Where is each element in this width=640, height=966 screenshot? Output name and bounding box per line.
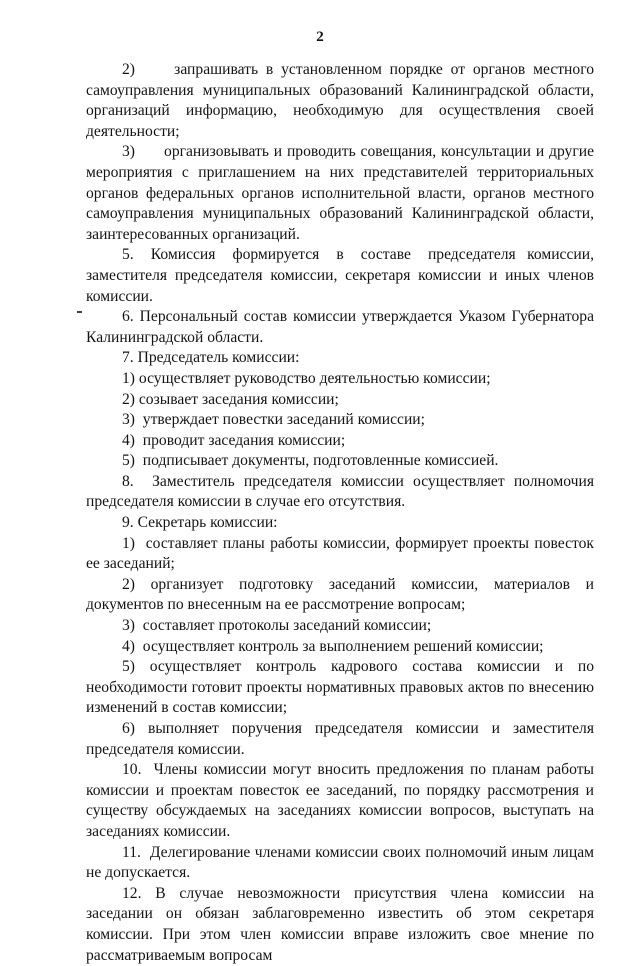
list-item-chairman-3: 3) утверждает повестки заседаний комиссии;: [122, 411, 425, 429]
list-item-secretary-5: 5) осуществляет контроль кадрового состава комиссии и по необходимости готовит проекты нормативных правовых актов по внесению изменений в состав комиссии;: [86, 658, 594, 717]
paragraph-personal-composition: 6. Персональный состав комиссии утверждается Указом Губернатора Калининградской области.: [86, 308, 594, 346]
page-number: 2: [316, 29, 324, 45]
list-item-secretary-3: 3) составляет протоколы заседаний комиссии;: [122, 617, 432, 635]
paragraph-deputy-chairman: 8. Заместитель председателя комиссии осуществляет полномочия председателя комиссии в случае его отсутствия.: [86, 472, 594, 511]
paragraph-absence: 12. В случае невозможности присутствия члена комиссии на заседании он обязан заблаговременно известить об этом секретаря комиссии. При этом член комиссии вправе изложить свое мнение по рассматриваемым вопросам: [86, 884, 594, 964]
list-item-chairman-5: 5) подписывает документы, подготовленные комиссией.: [122, 452, 499, 470]
paragraph-organize-meetings: 3) организовывать и проводить совещания, консультации и другие мероприятия с приглашением на них представителей территориальных органов федеральных органов исполнительной власти, органов местного самоуправления муниципальных образований Калининградской области, заинтересованных организаций.: [86, 143, 594, 243]
list-item-secretary-2: 2) организует подготовку заседаний комиссии, материалов и документов по внесенным на ее рассмотрение вопросам;: [86, 575, 594, 614]
paragraph-chairman-heading: 7. Председатель комиссии:: [122, 349, 300, 367]
list-item-chairman-2: 2) созывает заседания комиссии;: [122, 390, 339, 408]
list-item-chairman-4: 4) проводит заседания комиссии;: [122, 431, 346, 449]
margin-mark: [77, 311, 82, 313]
list-item-secretary-1: 1) составляет планы работы комиссии, формирует проекты повесток ее заседаний;: [86, 534, 594, 573]
list-item-secretary-6: 6) выполняет поручения председателя комиссии и заместителя председателя комиссии.: [86, 720, 594, 758]
paragraph-request-information: 2) запрашивать в установленном порядке от органов местного самоуправления муниципальных образований Калининградской области, организаций информацию, необходимую для осуществления своей деятельности;: [86, 61, 594, 140]
list-item-secretary-4: 4) осуществляет контроль за выполнением решений комиссии;: [122, 637, 544, 655]
list-item-chairman-1: 1) осуществляет руководство деятельностью комиссии;: [122, 369, 491, 387]
paragraph-delegation: 11. Делегирование членами комиссии своих полномочий иным лицам не допускается.: [86, 843, 594, 882]
document-body: [86, 60, 594, 966]
paragraph-secretary-heading: 9. Секретарь комиссии:: [122, 514, 278, 532]
paragraph-commission-composition: 5. Комиссия формируется в составе председателя комиссии, заместителя председателя комиссии, секретаря комиссии и иных членов комиссии.: [86, 246, 594, 305]
paragraph-members-proposals: 10. Члены комиссии могут вносить предложения по планам работы комиссии и проектам повесток ее заседаний, по порядку рассмотрения и существу обсуждаемых на заседаниях комиссии вопросов, выступать на заседаниях комиссии.: [86, 761, 594, 840]
